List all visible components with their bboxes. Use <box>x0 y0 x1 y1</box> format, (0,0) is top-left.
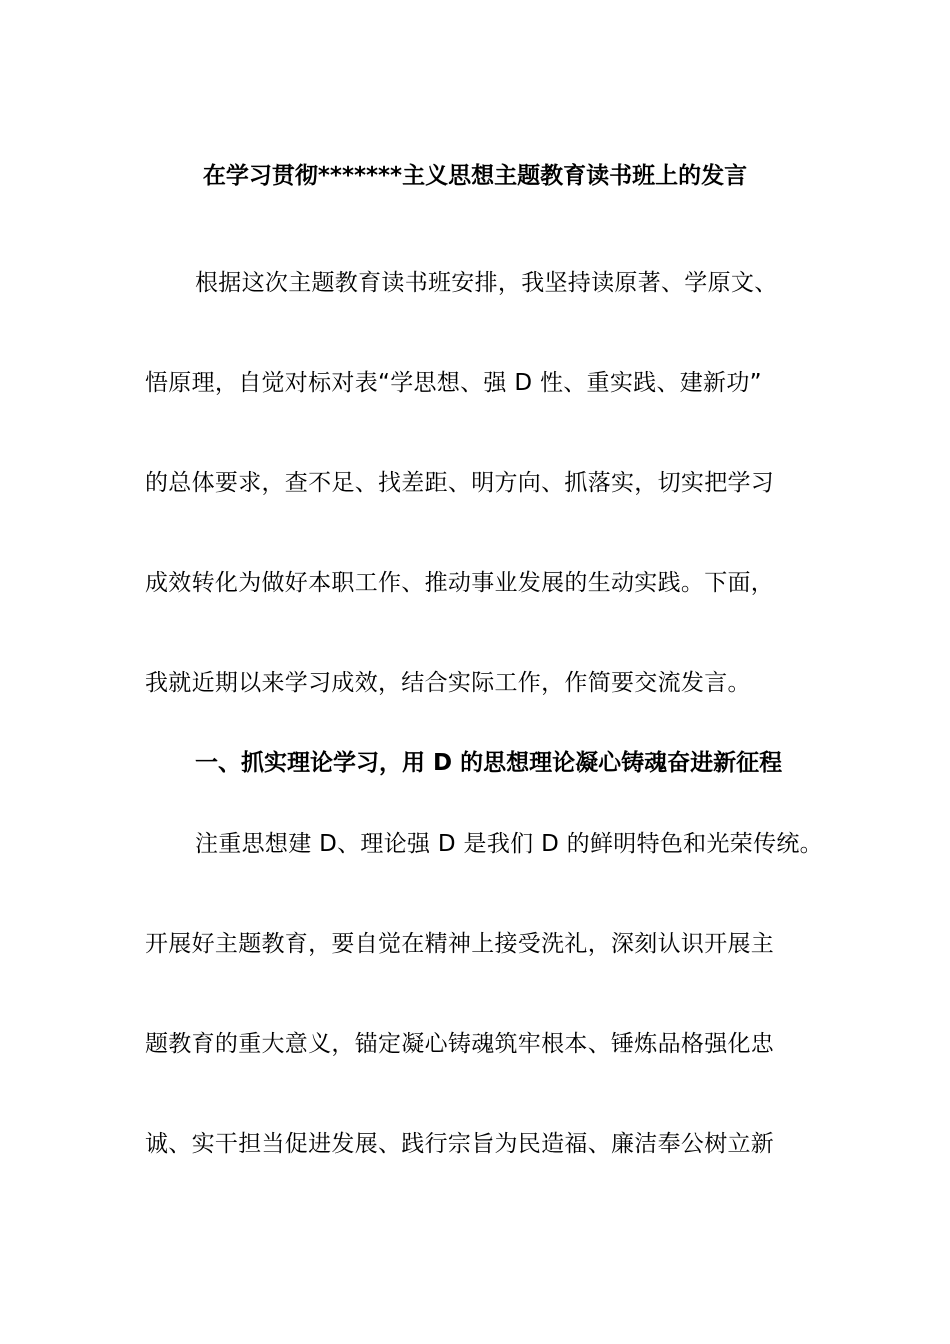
paragraph-1-line-1: 根据这次主题教育读书班安排，我坚持读原著、学原文、 <box>195 270 778 296</box>
paragraph-1-line-3: 的总体要求，查不足、找差距、明方向、抓落实，切实把学习 <box>145 470 775 496</box>
paragraph-2-line-3: 题教育的重大意义，锚定凝心铸魂筑牢根本、锤炼品格强化忠 <box>145 1031 775 1057</box>
section-1-heading: 一、抓实理论学习，用 D 的思想理论凝心铸魂奋进新征程 <box>195 750 783 776</box>
paragraph-1-line-2: 悟原理，自觉对标对表“学思想、强 D 性、重实践、建新功” <box>145 370 762 396</box>
document-title: 在学习贯彻*******主义思想主题教育读书班上的发言 <box>202 163 748 189</box>
paragraph-2-line-1: 注重思想建 D、理论强 D 是我们 D 的鲜明特色和光荣传统。 <box>195 831 823 857</box>
paragraph-1-line-4: 成效转化为做好本职工作、推动事业发展的生动实践。下面， <box>145 570 775 596</box>
paragraph-2-line-4: 诚、实干担当促进发展、践行宗旨为民造福、廉洁奉公树立新 <box>145 1131 775 1157</box>
paragraph-1-line-5: 我就近期以来学习成效，结合实际工作，作简要交流发言。 <box>145 670 751 696</box>
paragraph-2-line-2: 开展好主题教育，要自觉在精神上接受洗礼，深刻认识开展主 <box>145 931 775 957</box>
